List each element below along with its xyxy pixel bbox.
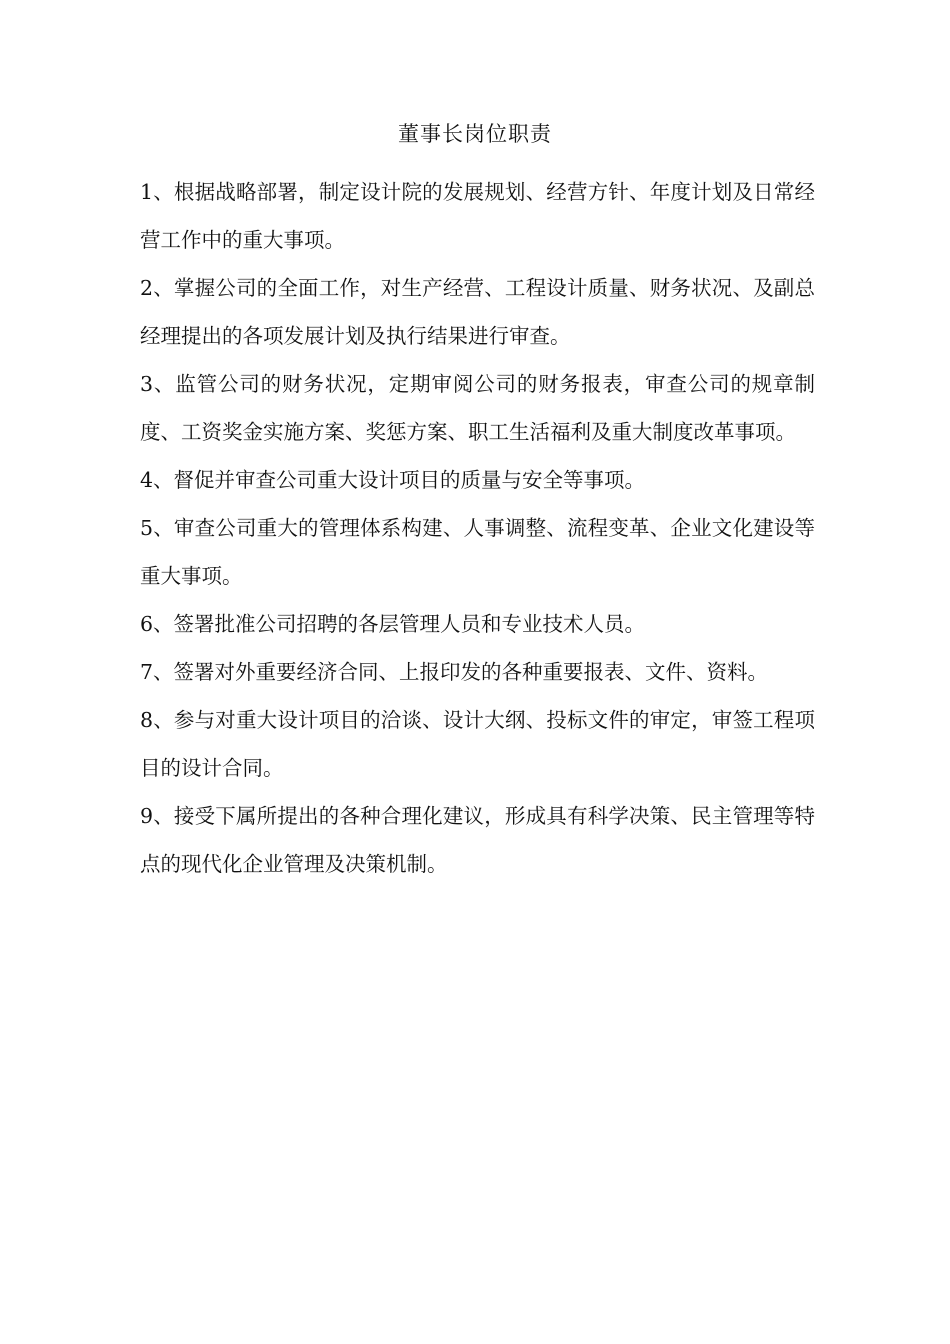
- duty-item-2: [140, 264, 815, 360]
- duty-number: 9: [140, 804, 154, 828]
- duty-item-3: [140, 360, 815, 456]
- duty-number: 1: [140, 180, 154, 204]
- duty-number: 2: [140, 276, 154, 300]
- duty-number: 3: [140, 372, 154, 396]
- duty-text: 、根据战略部署，制定设计院的发展规划、经营方针、年度计划及日常经营工作中的重大事项。: [140, 180, 815, 252]
- duty-text: 、接受下属所提出的各种合理化建议，形成具有科学决策、民主管理等特点的现代化企业管理及决策机制。: [140, 804, 815, 876]
- duty-text: 、审查公司重大的管理体系构建、人事调整、流程变革、企业文化建设等重大事项。: [140, 516, 815, 588]
- duty-item-7: [140, 648, 815, 696]
- duty-number: 4: [140, 468, 154, 492]
- duty-text: 、签署对外重要经济合同、上报印发的各种重要报表、文件、资料。: [153, 660, 769, 684]
- duty-item-1: [140, 168, 815, 264]
- duty-text: 、掌握公司的全面工作，对生产经营、工程设计质量、财务状况、及副总经理提出的各项发展计划及执行结果进行审查。: [140, 276, 815, 348]
- duty-list: [140, 168, 815, 888]
- duty-item-4: [140, 456, 815, 504]
- duty-number: 8: [140, 708, 154, 732]
- duty-text: 、参与对重大设计项目的洽谈、设计大纲、投标文件的审定，审签工程项目的设计合同。: [140, 708, 815, 780]
- duty-item-6: [140, 600, 815, 648]
- duty-number: 7: [140, 660, 154, 684]
- duty-text: 、督促并审查公司重大设计项目的质量与安全等事项。: [153, 468, 646, 492]
- duty-text: 、签署批准公司招聘的各层管理人员和专业技术人员。: [153, 612, 646, 636]
- page-title: 董事长岗位职责: [398, 122, 552, 146]
- duty-item-5: [140, 504, 815, 600]
- duty-number: 6: [140, 612, 154, 636]
- duty-item-9: [140, 792, 815, 888]
- duty-item-8: [140, 696, 815, 792]
- duty-number: 5: [140, 516, 154, 540]
- duty-text: 、监管公司的财务状况，定期审阅公司的财务报表，审查公司的规章制度、工资奖金实施方案、奖惩方案、职工生活福利及重大制度改革事项。: [140, 372, 815, 444]
